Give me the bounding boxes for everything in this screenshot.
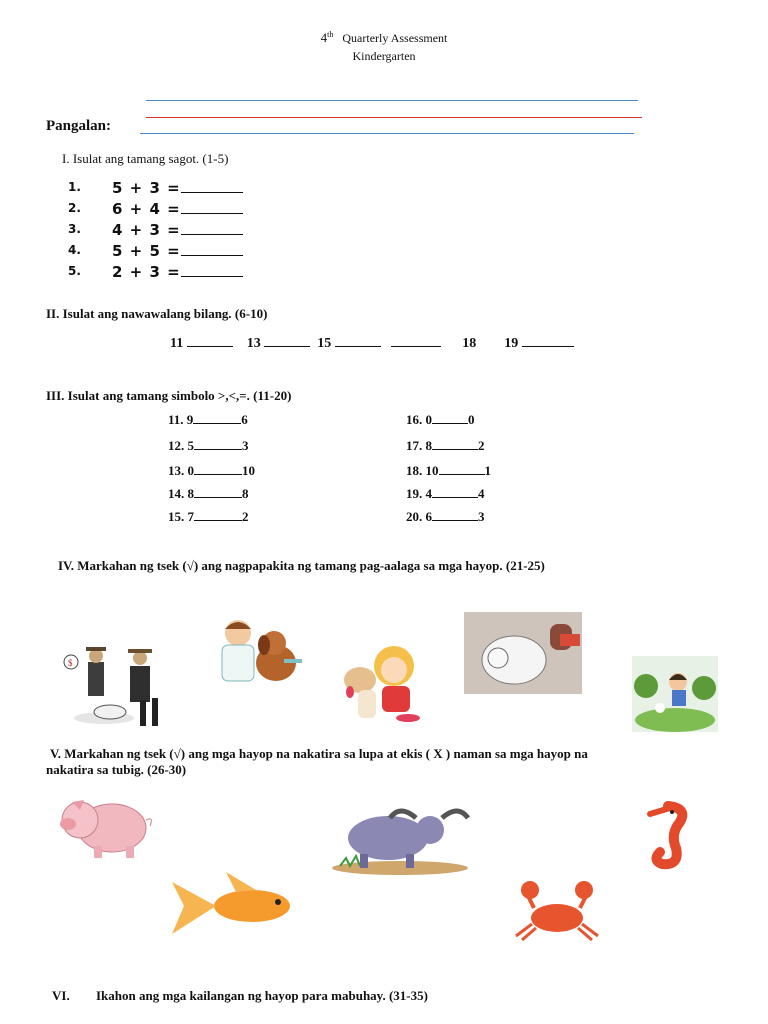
right-number: 0 (468, 412, 475, 427)
part5-title-line2: nakatira sa tubig. (26-30) (46, 762, 187, 777)
svg-text:$: $ (68, 658, 73, 668)
left-number: 7 (187, 509, 194, 524)
part5-title-line1: V. Markahan ng tsek (√) ang mga hayop na nakatira sa lupa at ekis ( X ) naman sa mga hayop na (50, 746, 588, 761)
left-number: 6 (425, 509, 432, 524)
answer-blank[interactable] (181, 276, 243, 277)
addition-problem (112, 178, 243, 197)
symbol-blank[interactable] (432, 449, 478, 450)
grade-level: Kindergarten (352, 49, 416, 63)
carabao-picture[interactable] (330, 796, 470, 876)
addition-problem (112, 241, 243, 260)
seq-number: 19 (504, 336, 519, 351)
symbol-blank[interactable] (432, 520, 478, 521)
crab-picture[interactable] (512, 880, 602, 942)
left-number: 0 (425, 412, 432, 427)
comparison-item (168, 438, 249, 454)
comparison-item (406, 463, 491, 479)
item-number: 12. (168, 438, 185, 453)
comparison-item (168, 486, 249, 502)
number-sequence (170, 336, 574, 352)
ordinal-suffix: th (327, 30, 334, 39)
answer-blank[interactable] (391, 346, 441, 347)
part6-number: VI. (52, 988, 70, 1003)
addition-expression: 5 + 3 = (112, 179, 181, 197)
comparison-item (406, 438, 485, 454)
symbol-blank[interactable] (432, 423, 468, 424)
goldfish-picture[interactable] (166, 868, 302, 944)
comparison-item (168, 509, 249, 525)
addition-problem (112, 199, 243, 218)
left-number: 0 (187, 463, 194, 478)
comparison-item (168, 412, 248, 428)
name-field-line[interactable] (140, 133, 634, 134)
name-line-1 (146, 100, 638, 101)
item-number: 15. (168, 509, 185, 524)
item-number: 18. (406, 463, 423, 478)
left-number: 4 (425, 486, 432, 501)
name-line-2 (146, 117, 642, 118)
right-number: 3 (478, 509, 485, 524)
right-number: 10 (242, 463, 255, 478)
addition-problem (112, 262, 243, 281)
left-number: 5 (187, 438, 194, 453)
symbol-blank[interactable] (432, 497, 478, 498)
seq-number: 13 (246, 336, 261, 351)
symbol-blank[interactable] (194, 520, 242, 521)
left-number: 8 (425, 438, 432, 453)
right-number: 1 (484, 463, 491, 478)
item-number: 13. (168, 463, 185, 478)
part2-title: II. Isulat ang nawawalang bilang. (6-10) (46, 306, 268, 321)
item-number: 16. (406, 412, 423, 427)
assessment-title (0, 30, 768, 46)
symbol-blank[interactable] (194, 497, 242, 498)
part1-title: I. Isulat ang tamang sagot. (1-5) (62, 151, 229, 166)
item-number: 4. (68, 243, 81, 257)
ordinal-number: 4 (320, 30, 328, 45)
item-number: 2. (68, 201, 81, 215)
right-number: 2 (242, 509, 249, 524)
comparison-item (406, 412, 475, 428)
comparison-item (406, 486, 485, 502)
seq-number: 11 (170, 336, 184, 351)
comparison-item (168, 463, 255, 479)
pig-picture[interactable] (54, 790, 156, 862)
girl-hugging-dog-picture[interactable] (336, 640, 432, 724)
answer-blank[interactable] (181, 255, 243, 256)
item-number: 17. (406, 438, 423, 453)
answer-blank[interactable] (335, 346, 381, 347)
addition-expression: 5 + 5 = (112, 242, 181, 260)
symbol-blank[interactable] (194, 449, 242, 450)
item-number: 19. (406, 486, 423, 501)
symbol-blank[interactable] (439, 474, 485, 475)
comparison-item (406, 509, 485, 525)
symbol-blank[interactable] (194, 474, 242, 475)
item-number: 11. (168, 412, 184, 427)
kicked-dog-picture[interactable] (464, 612, 582, 694)
title-text: Quarterly Assessment (342, 31, 448, 45)
part3-title: III. Isulat ang tamang simbolo >,<,=. (11-20) (46, 388, 292, 403)
item-number: 3. (68, 222, 81, 236)
part4-title: IV. Markahan ng tsek (√) ang nagpapakita ng tamang pag-aalaga sa mga hayop. (21-25) (58, 558, 545, 573)
item-number: 20. (406, 509, 423, 524)
vet-with-dog-picture[interactable] (214, 615, 310, 689)
answer-blank[interactable] (264, 346, 310, 347)
answer-blank[interactable] (187, 346, 233, 347)
addition-expression: 2 + 3 = (112, 263, 181, 281)
addition-expression: 4 + 3 = (112, 221, 181, 239)
addition-expression: 6 + 4 = (112, 200, 181, 218)
name-label: Pangalan: (46, 118, 112, 134)
answer-blank[interactable] (181, 234, 243, 235)
right-number: 2 (478, 438, 485, 453)
seq-number: 18 (462, 336, 477, 351)
addition-problem (112, 220, 243, 239)
answer-blank[interactable] (181, 192, 243, 193)
girl-with-pet-garden-picture[interactable] (632, 656, 718, 732)
left-number: 9 (186, 412, 194, 427)
item-number: 1. (68, 180, 81, 194)
seq-number: 15 (317, 336, 332, 351)
answer-blank[interactable] (522, 346, 574, 347)
left-number: 8 (187, 486, 194, 501)
left-number: 10 (425, 463, 439, 478)
right-number: 8 (242, 486, 249, 501)
symbol-blank[interactable] (193, 423, 241, 424)
part6-title: Ikahon ang mga kailangan ng hayop para mabuhay. (31-35) (96, 988, 428, 1003)
men-hurting-dog-picture[interactable] (56, 640, 176, 730)
right-number: 4 (478, 486, 485, 501)
item-number: 14. (168, 486, 185, 501)
answer-blank[interactable] (181, 213, 243, 214)
right-number: 6 (241, 412, 248, 427)
item-number: 5. (68, 264, 81, 278)
right-number: 3 (242, 438, 249, 453)
seahorse-picture[interactable] (640, 800, 696, 872)
